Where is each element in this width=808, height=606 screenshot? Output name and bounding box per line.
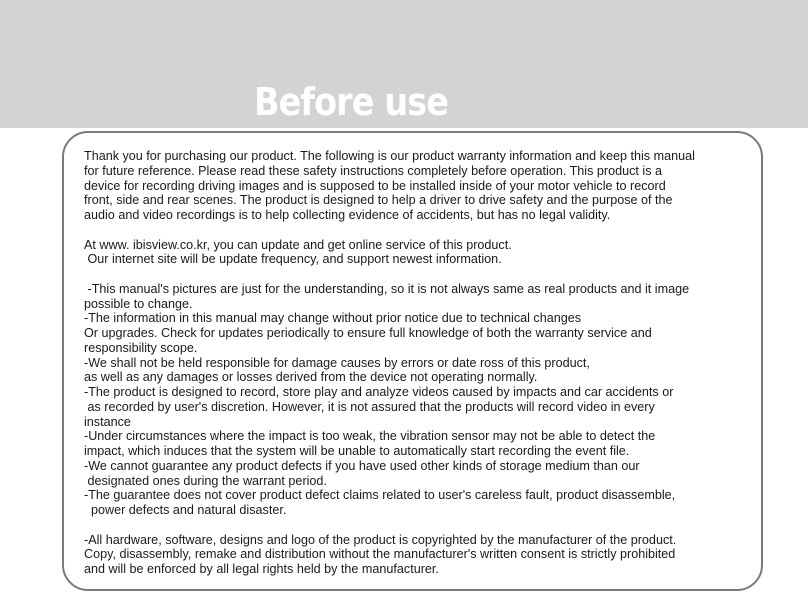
text-line: -The product is designed to record, store play and analyze videos caused by impacts and car accidents or bbox=[84, 385, 674, 399]
text-line bbox=[84, 518, 695, 533]
text-line: designated ones during the warrant period. bbox=[84, 473, 327, 488]
text-line bbox=[84, 223, 695, 238]
text-line: -This manual's pictures are just for the understanding, so it is not always same as real products and it image bbox=[84, 281, 690, 296]
text-line bbox=[84, 267, 695, 282]
text-line: Thank you for purchasing our product. The following is our product warranty information and keep this manual bbox=[84, 149, 695, 163]
text-line: -All hardware, software, designs and logo of the product is copyrighted by the manufacturer of the product. bbox=[84, 532, 677, 547]
text-line: -The guarantee does not cover product defect claims related to user's careless fault, product disassemble, bbox=[84, 488, 676, 503]
text-line: impact, which induces that the system will be unable to automatically start recording the event file. bbox=[84, 444, 630, 458]
text-line: At www. ibisview.co.kr, you can update and get online service of this product. bbox=[84, 237, 512, 252]
page-title: Before use bbox=[254, 80, 449, 124]
text-line: Our internet site will be update frequency, and support newest information. bbox=[84, 252, 502, 267]
text-line: power defects and natural disaster. bbox=[84, 503, 287, 517]
text-line: audio and video recordings is to help collecting evidence of accidents, but has no legal validity. bbox=[84, 208, 611, 222]
text-line: front, side and rear scenes. The product is designed to help a driver to drive safety and the purpose of the bbox=[84, 193, 673, 208]
text-line: -We shall not be held responsible for damage causes by errors or date ross of this product, bbox=[84, 355, 590, 370]
text-line: as recorded by user's discretion. However, it is not assured that the products will record video in every bbox=[84, 399, 655, 414]
text-line: possible to change. bbox=[84, 296, 193, 311]
text-line: and will be enforced by all legal rights held by the manufacturer. bbox=[84, 562, 439, 576]
body-text bbox=[84, 149, 695, 577]
text-line: as well as any damages or losses derived from the device not operating normally. bbox=[84, 370, 538, 385]
text-line: -Under circumstances where the impact is too weak, the vibration sensor may not be able to detect the bbox=[84, 429, 656, 444]
text-line: responsibility scope. bbox=[84, 340, 198, 355]
text-line: -The information in this manual may change without prior notice due to technical changes bbox=[84, 311, 582, 326]
text-line: device for recording driving images and is supposed to be installed inside of your motor vehicle to record bbox=[84, 178, 666, 193]
text-line: Copy, disassembly, remake and distribution without the manufacturer's written consent is strictly prohibited bbox=[84, 547, 676, 562]
text-line: instance bbox=[84, 414, 131, 429]
text-line: Or upgrades. Check for updates periodically to ensure full knowledge of both the warranty service and bbox=[84, 326, 652, 340]
text-line: for future reference. Please read these safety instructions completely before operation. This product is a bbox=[84, 163, 662, 178]
text-line: -We cannot guarantee any product defects if you have used other kinds of storage medium than our bbox=[84, 458, 640, 473]
